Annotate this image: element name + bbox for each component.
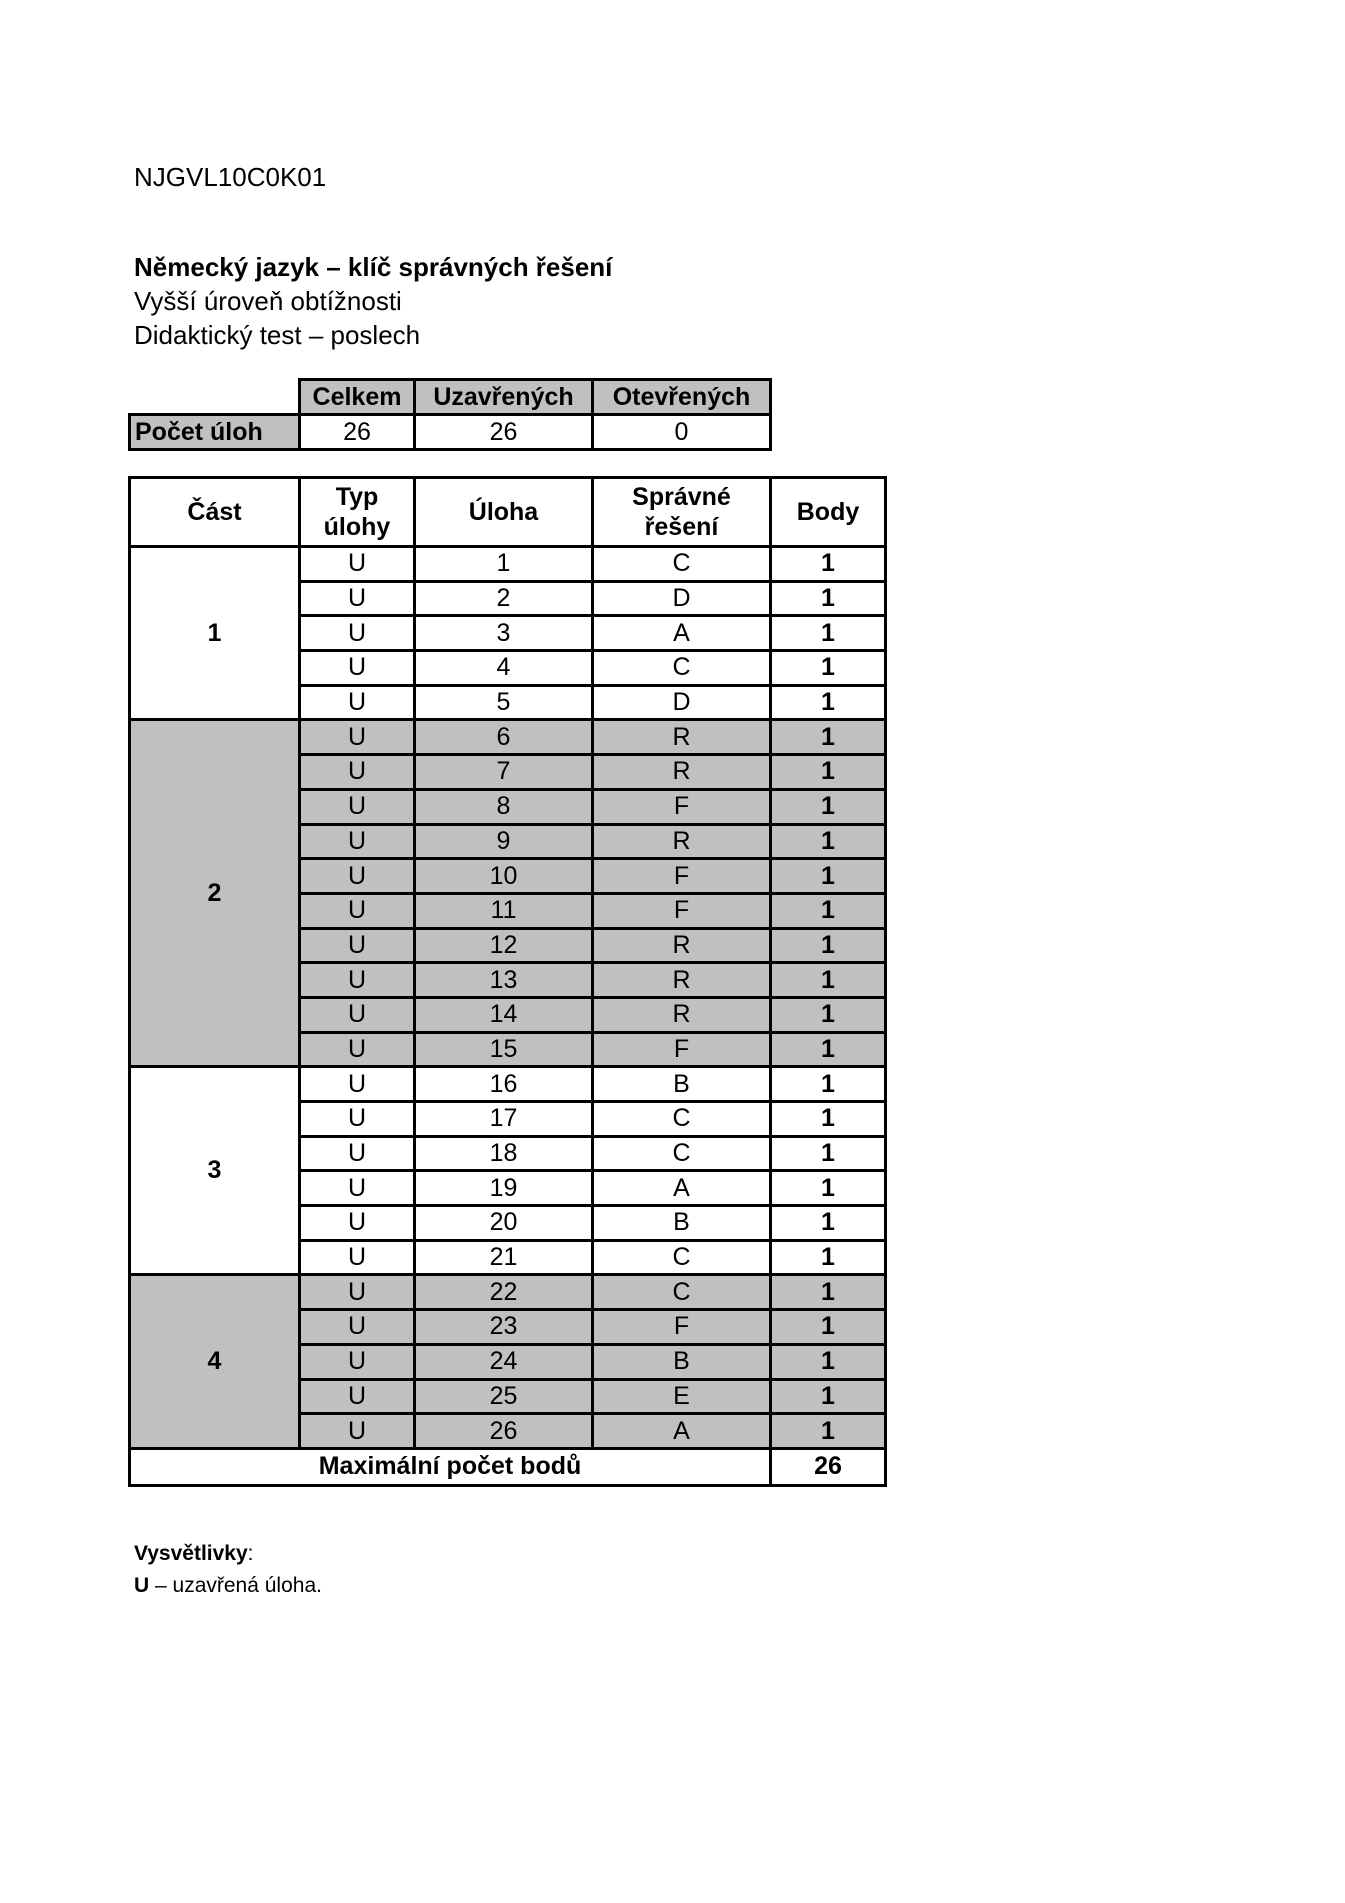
solution-cell: C	[593, 1136, 771, 1171]
task-type-cell: U	[300, 963, 415, 998]
task-number-cell: 6	[415, 720, 593, 755]
task-type-cell: U	[300, 997, 415, 1032]
points-cell: 1	[771, 1240, 886, 1275]
task-header: Úloha	[415, 478, 593, 547]
task-type-cell: U	[300, 928, 415, 963]
points-cell: 1	[771, 547, 886, 582]
solution-cell: B	[593, 1344, 771, 1379]
task-number-cell: 8	[415, 789, 593, 824]
task-number-cell: 13	[415, 963, 593, 998]
task-number-cell: 4	[415, 651, 593, 686]
task-type-cell: U	[300, 1171, 415, 1206]
solution-cell: C	[593, 1275, 771, 1310]
difficulty-level: Vyšší úroveň obtížnosti	[134, 286, 402, 316]
points-cell: 1	[771, 824, 886, 859]
task-number-cell: 7	[415, 755, 593, 790]
task-type-cell: U	[300, 1275, 415, 1310]
task-number-cell: 12	[415, 928, 593, 963]
solution-cell: R	[593, 928, 771, 963]
task-number-cell: 1	[415, 547, 593, 582]
max-points-label: Maximální počet bodů	[130, 1448, 771, 1485]
section-number: 2	[130, 720, 300, 1067]
solution-cell: F	[593, 1032, 771, 1067]
total-points-row	[130, 1448, 886, 1485]
task-number-cell: 18	[415, 1136, 593, 1171]
solution-header: Správné řešení	[593, 478, 771, 547]
total-value: 26	[300, 415, 415, 450]
task-type-cell: U	[300, 859, 415, 894]
task-number-cell: 14	[415, 997, 593, 1032]
closed-header: Uzavřených	[415, 380, 593, 415]
task-type-cell: U	[300, 1414, 415, 1449]
task-number-cell: 11	[415, 893, 593, 928]
task-count-table	[128, 378, 772, 451]
solution-cell: A	[593, 616, 771, 651]
points-cell: 1	[771, 1206, 886, 1241]
solution-cell: R	[593, 824, 771, 859]
task-type-cell: U	[300, 581, 415, 616]
solution-cell: F	[593, 859, 771, 894]
task-number-cell: 9	[415, 824, 593, 859]
section-number: 1	[130, 547, 300, 720]
solution-cell: R	[593, 720, 771, 755]
task-type-cell: U	[300, 1240, 415, 1275]
answer-key-header-row	[130, 478, 886, 547]
points-cell: 1	[771, 928, 886, 963]
task-number-cell: 5	[415, 685, 593, 720]
solution-cell: R	[593, 755, 771, 790]
solution-cell: C	[593, 651, 771, 686]
legend-key: U	[134, 1574, 150, 1597]
document-title: Německý jazyk – klíč správných řešení	[134, 252, 613, 282]
solution-cell: A	[593, 1414, 771, 1449]
task-number-cell: 3	[415, 616, 593, 651]
solution-cell: R	[593, 997, 771, 1032]
task-number-cell: 23	[415, 1310, 593, 1345]
solution-cell: D	[593, 685, 771, 720]
task-number-cell: 21	[415, 1240, 593, 1275]
points-cell: 1	[771, 1275, 886, 1310]
legend-title-line	[134, 1538, 322, 1570]
task-type-cell: U	[300, 789, 415, 824]
task-type-cell: U	[300, 1379, 415, 1414]
task-number-cell: 10	[415, 859, 593, 894]
closed-value: 26	[415, 415, 593, 450]
task-type-cell: U	[300, 651, 415, 686]
task-number-cell: 2	[415, 581, 593, 616]
points-cell: 1	[771, 581, 886, 616]
solution-cell: C	[593, 1240, 771, 1275]
section-header: Část	[130, 478, 300, 547]
points-cell: 1	[771, 1310, 886, 1345]
legend-title: Vysvětlivky	[134, 1542, 248, 1565]
points-cell: 1	[771, 685, 886, 720]
answer-row	[130, 547, 886, 582]
task-type-cell: U	[300, 1102, 415, 1137]
solution-cell: F	[593, 1310, 771, 1345]
points-cell: 1	[771, 651, 886, 686]
answer-row	[130, 720, 886, 755]
solution-cell: E	[593, 1379, 771, 1414]
task-number-cell: 19	[415, 1171, 593, 1206]
max-points-value: 26	[771, 1448, 886, 1485]
points-cell: 1	[771, 720, 886, 755]
legend-entry	[134, 1570, 322, 1602]
document-code: NJGVL10C0K01	[134, 162, 327, 192]
task-number-cell: 25	[415, 1379, 593, 1414]
task-type-cell: U	[300, 1206, 415, 1241]
points-cell: 1	[771, 1414, 886, 1449]
points-cell: 1	[771, 755, 886, 790]
solution-cell: C	[593, 1102, 771, 1137]
points-cell: 1	[771, 963, 886, 998]
open-value: 0	[593, 415, 771, 450]
test-part: Didaktický test – poslech	[134, 320, 421, 350]
solution-cell: B	[593, 1067, 771, 1102]
task-count-row	[130, 415, 771, 450]
task-type-cell: U	[300, 720, 415, 755]
points-cell: 1	[771, 1067, 886, 1102]
points-cell: 1	[771, 997, 886, 1032]
solution-cell: R	[593, 963, 771, 998]
task-number-cell: 16	[415, 1067, 593, 1102]
total-header: Celkem	[300, 380, 415, 415]
task-type-cell: U	[300, 824, 415, 859]
solution-cell: F	[593, 893, 771, 928]
points-cell: 1	[771, 1344, 886, 1379]
task-number-cell: 26	[415, 1414, 593, 1449]
legend	[134, 1538, 322, 1602]
task-type-cell: U	[300, 547, 415, 582]
task-number-cell: 20	[415, 1206, 593, 1241]
points-cell: 1	[771, 616, 886, 651]
section-number: 3	[130, 1067, 300, 1275]
task-number-cell: 15	[415, 1032, 593, 1067]
answer-key-table	[128, 476, 887, 1487]
task-count-label: Počet úloh	[130, 415, 300, 450]
legend-title-colon: :	[247, 1542, 254, 1565]
solution-cell: F	[593, 789, 771, 824]
task-type-cell: U	[300, 1067, 415, 1102]
task-type-cell: U	[300, 1032, 415, 1067]
task-type-header: Typ úlohy	[300, 478, 415, 547]
solution-cell: D	[593, 581, 771, 616]
task-type-cell: U	[300, 1344, 415, 1379]
points-cell: 1	[771, 859, 886, 894]
points-header: Body	[771, 478, 886, 547]
points-cell: 1	[771, 1171, 886, 1206]
task-type-cell: U	[300, 755, 415, 790]
points-cell: 1	[771, 1032, 886, 1067]
points-cell: 1	[771, 1379, 886, 1414]
task-type-cell: U	[300, 616, 415, 651]
legend-key-text: – uzavřená úloha.	[149, 1574, 322, 1597]
task-type-cell: U	[300, 893, 415, 928]
task-type-cell: U	[300, 1310, 415, 1345]
points-cell: 1	[771, 1136, 886, 1171]
solution-cell: A	[593, 1171, 771, 1206]
task-count-header-row	[130, 380, 771, 415]
task-number-cell: 24	[415, 1344, 593, 1379]
task-number-cell: 17	[415, 1102, 593, 1137]
points-cell: 1	[771, 1102, 886, 1137]
answer-row	[130, 1067, 886, 1102]
points-cell: 1	[771, 789, 886, 824]
task-number-cell: 22	[415, 1275, 593, 1310]
empty-cell	[130, 380, 300, 415]
section-number: 4	[130, 1275, 300, 1448]
open-header: Otevřených	[593, 380, 771, 415]
solution-cell: B	[593, 1206, 771, 1241]
solution-cell: C	[593, 547, 771, 582]
task-type-cell: U	[300, 1136, 415, 1171]
points-cell: 1	[771, 893, 886, 928]
task-type-cell: U	[300, 685, 415, 720]
answer-row	[130, 1275, 886, 1310]
